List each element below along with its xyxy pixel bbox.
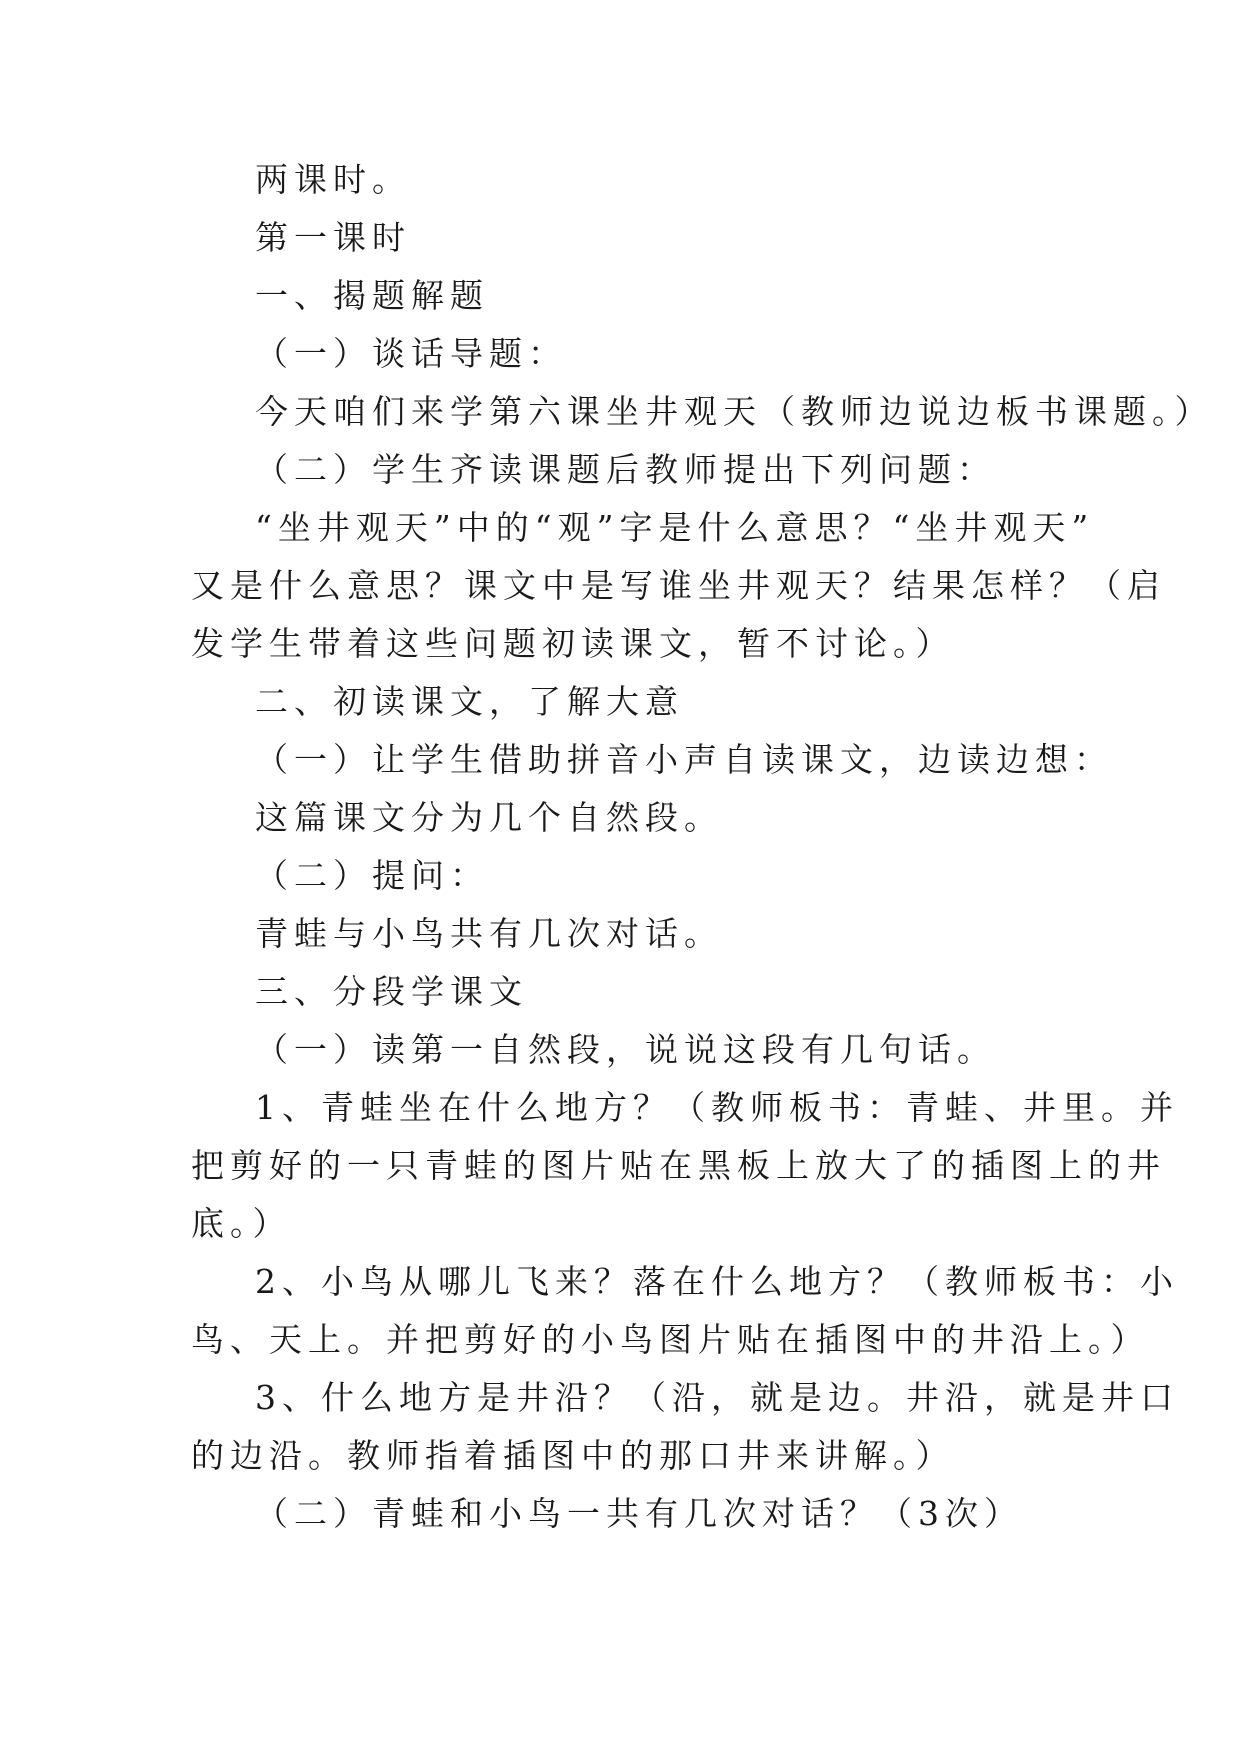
- subsection-heading: （一）读第一自然段，说说这段有几句话。: [255, 1030, 996, 1069]
- paragraph-line: 两课时。: [255, 160, 411, 199]
- paragraph-line: “坐井观天”中的“观”字是什么意思？“坐井观天”: [255, 508, 1095, 547]
- paragraph-line: 青蛙与小鸟共有几次对话。: [255, 914, 723, 953]
- section-heading: 三、分段学课文: [255, 972, 528, 1011]
- subsection-heading: （二）青蛙和小鸟一共有几次对话？（3次）: [255, 1494, 1023, 1533]
- paragraph-line: 底。）: [191, 1204, 292, 1243]
- paragraph-line: 把剪好的一只青蛙的图片贴在黑板上放大了的插图上的井: [191, 1146, 1166, 1185]
- subsection-heading: （一）谈话导题：: [255, 334, 567, 373]
- section-heading: 二、初读课文，了解大意: [255, 682, 684, 721]
- section-heading: 一、揭题解题: [255, 276, 489, 315]
- subsection-heading: （二）学生齐读课题后教师提出下列问题：: [255, 450, 996, 489]
- paragraph-line: 这篇课文分为几个自然段。: [255, 798, 723, 837]
- paragraph-line: 今天咱们来学第六课坐井观天（教师边说边板书课题。）: [255, 392, 1214, 431]
- paragraph-line: 又是什么意思？课文中是写谁坐井观天？结果怎样？（启: [191, 566, 1166, 605]
- numbered-item: 2、小鸟从哪儿飞来？落在什么地方？（教师板书：小: [255, 1262, 1179, 1301]
- numbered-item: 3、什么地方是井沿？（沿，就是边。井沿，就是井口: [255, 1378, 1179, 1417]
- numbered-item: 1、青蛙坐在什么地方？（教师板书：青蛙、井里。并: [255, 1088, 1179, 1127]
- subsection-heading: （二）提问：: [255, 856, 489, 895]
- section-heading: 第一课时: [255, 218, 411, 257]
- paragraph-line: 发学生带着这些问题初读课文，暂不讨论。）: [191, 624, 955, 663]
- subsection-heading: （一）让学生借助拼音小声自读课文，边读边想：: [255, 740, 1113, 779]
- paragraph-line: 的边沿。教师指着插图中的那口井来讲解。）: [191, 1436, 955, 1475]
- paragraph-line: 鸟、天上。并把剪好的小鸟图片贴在插图中的井沿上。）: [191, 1320, 1150, 1359]
